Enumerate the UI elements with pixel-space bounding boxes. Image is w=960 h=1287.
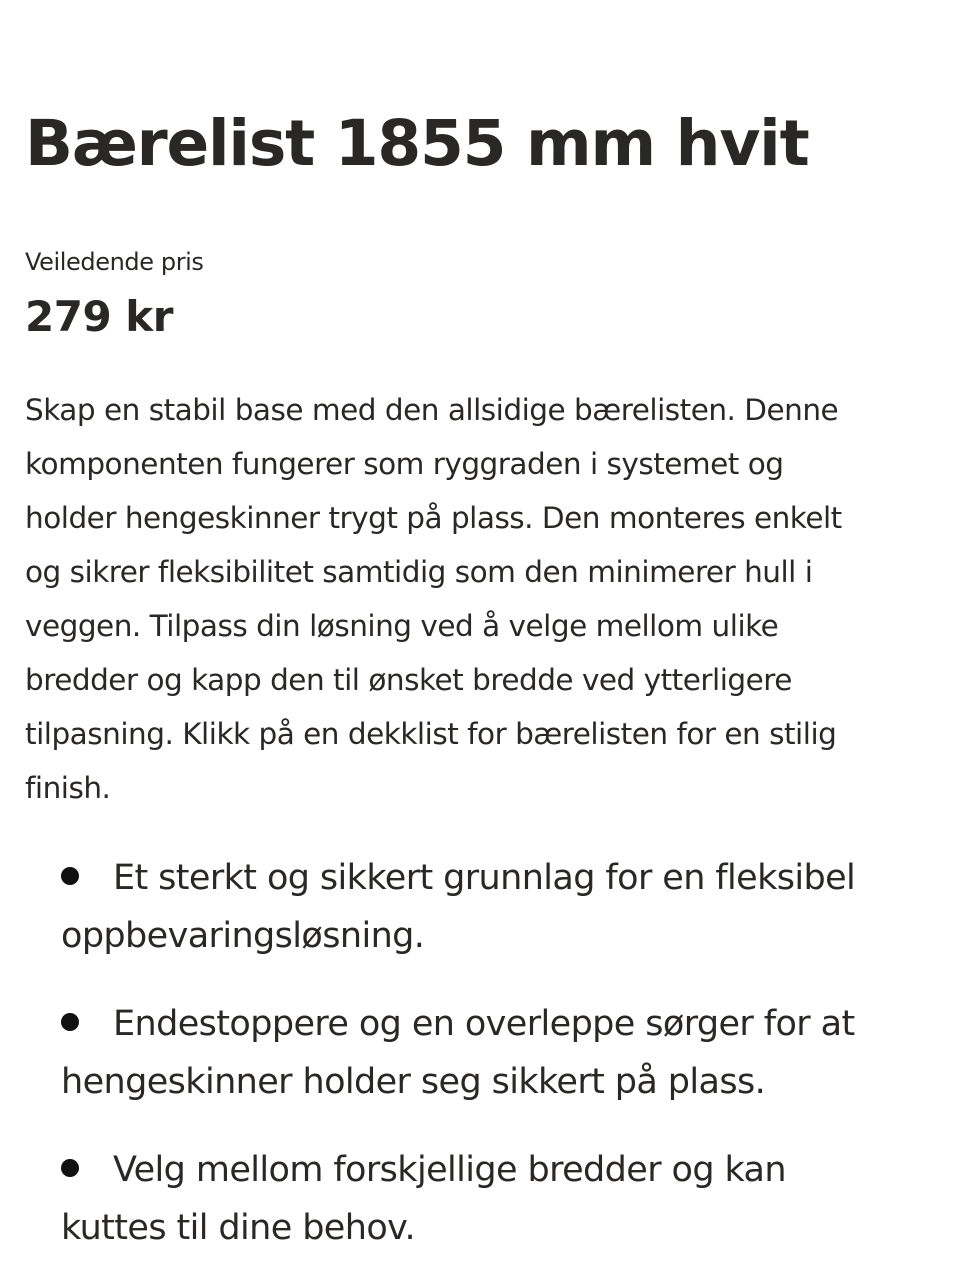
description-line: tilpasning. Klikk på en dekklist for bærelisten for en stilig bbox=[25, 717, 837, 751]
feature-list-item bbox=[61, 1141, 941, 1257]
description-line: og sikrer fleksibilitet samtidig som den minimerer hull i bbox=[25, 555, 813, 589]
feature-list bbox=[61, 849, 941, 1287]
feature-text-line1: Endestoppere og en overleppe sørger for at bbox=[113, 1004, 855, 1044]
feature-text-line1: Et sterkt og sikkert grunnlag for en fleksibel bbox=[113, 858, 856, 898]
feature-list-item bbox=[61, 995, 941, 1111]
feature-list-item bbox=[61, 849, 941, 965]
product-description bbox=[25, 383, 940, 815]
description-line: bredder og kapp den til ønsket bredde ved ytterligere bbox=[25, 663, 792, 697]
description-line: Skap en stabil base med den allsidige bærelisten. Denne bbox=[25, 393, 839, 427]
feature-text-line2: oppbevaringsløsning. bbox=[61, 916, 425, 956]
feature-text-line2: kuttes til dine behov. bbox=[61, 1208, 416, 1248]
description-line: veggen. Tilpass din løsning ved å velge mellom ulike bbox=[25, 609, 779, 643]
description-line: finish. bbox=[25, 771, 111, 805]
feature-text-line2: hengeskinner holder seg sikkert på plass. bbox=[61, 1062, 766, 1102]
bullet-dot-icon bbox=[61, 1013, 79, 1031]
product-title: Bærelist 1855 mm hvit bbox=[25, 107, 809, 180]
bullet-dot-icon bbox=[61, 1159, 79, 1177]
description-line: komponenten fungerer som ryggraden i systemet og bbox=[25, 447, 784, 481]
feature-text-line1: Velg mellom forskjellige bredder og kan bbox=[113, 1150, 786, 1190]
bullet-dot-icon bbox=[61, 867, 79, 885]
description-line: holder hengeskinner trygt på plass. Den monteres enkelt bbox=[25, 501, 842, 535]
price-label: Veiledende pris bbox=[25, 248, 204, 276]
product-price: 279 kr bbox=[25, 292, 173, 341]
